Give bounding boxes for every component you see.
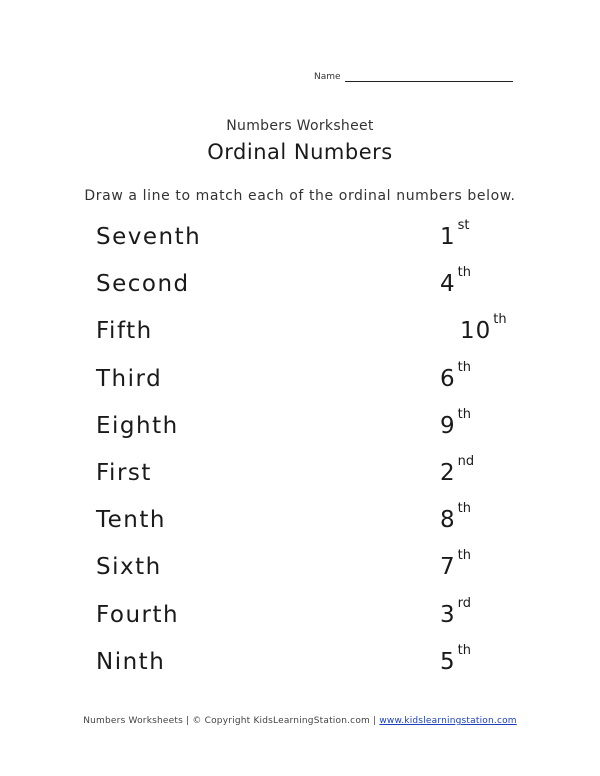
match-row — [0, 218, 600, 271]
ordinal-number — [440, 265, 506, 298]
ordinal-word: Tenth — [96, 507, 166, 534]
ordinal-number — [440, 218, 506, 250]
ordinal-suffix: rd — [457, 595, 472, 611]
ordinal-digit: 6 — [440, 365, 456, 392]
ordinal-suffix: th — [493, 312, 507, 328]
ordinal-word: Second — [96, 271, 190, 298]
ordinal-number — [440, 595, 506, 628]
ordinal-word: First — [96, 459, 152, 486]
ordinal-suffix: th — [457, 406, 471, 422]
match-row — [0, 265, 600, 318]
ordinal-digit: 2 — [440, 459, 456, 486]
ordinal-digit: 3 — [440, 601, 456, 628]
ordinal-word: Ninth — [96, 648, 166, 675]
ordinal-number — [460, 312, 526, 345]
ordinal-digit: 5 — [440, 648, 456, 675]
ordinal-word: Third — [96, 365, 163, 392]
ordinal-word: Fifth — [96, 318, 153, 345]
page-title: Ordinal Numbers — [207, 140, 393, 164]
instructions: Draw a line to match each of the ordinal numbers below. — [84, 188, 516, 204]
ordinal-suffix: th — [457, 359, 471, 375]
footer-website-link[interactable]: www.kidslearningstation.com — [379, 716, 517, 726]
ordinal-number — [440, 642, 506, 675]
name-label: Name — [314, 72, 341, 82]
match-row — [0, 548, 600, 601]
ordinal-suffix: th — [457, 548, 471, 564]
ordinal-word: Seventh — [96, 224, 202, 250]
match-row — [0, 642, 600, 696]
ordinal-digit: 10 — [460, 318, 492, 345]
ordinal-number — [440, 359, 506, 392]
matching-list — [0, 218, 600, 696]
name-line — [345, 72, 513, 82]
match-row — [0, 359, 600, 413]
match-row — [0, 501, 600, 554]
ordinal-number — [440, 548, 506, 581]
ordinal-digit: 4 — [440, 271, 456, 298]
ordinal-suffix: th — [457, 501, 471, 517]
match-row — [0, 453, 600, 507]
ordinal-suffix: th — [457, 642, 471, 658]
ordinal-suffix: st — [457, 218, 470, 233]
match-row — [0, 312, 600, 365]
ordinal-suffix: th — [457, 265, 471, 281]
name-field-row — [314, 72, 513, 82]
ordinal-word: Fourth — [96, 601, 180, 628]
ordinal-number — [440, 406, 506, 439]
ordinal-digit: 8 — [440, 507, 456, 534]
ordinal-suffix: nd — [457, 453, 475, 469]
ordinal-digit: 9 — [440, 412, 456, 439]
match-row — [0, 406, 600, 460]
worksheet-subtitle: Numbers Worksheet — [226, 118, 374, 134]
footer — [0, 716, 600, 726]
ordinal-digit: 1 — [440, 224, 456, 250]
ordinal-word: Eighth — [96, 412, 179, 439]
ordinal-digit: 7 — [440, 554, 456, 581]
footer-copyright: Numbers Worksheets | © Copyright KidsLearningStation.com | — [83, 716, 380, 726]
ordinal-word: Sixth — [96, 554, 162, 581]
ordinal-number — [440, 501, 506, 534]
ordinal-number — [440, 453, 506, 486]
match-row — [0, 595, 600, 649]
